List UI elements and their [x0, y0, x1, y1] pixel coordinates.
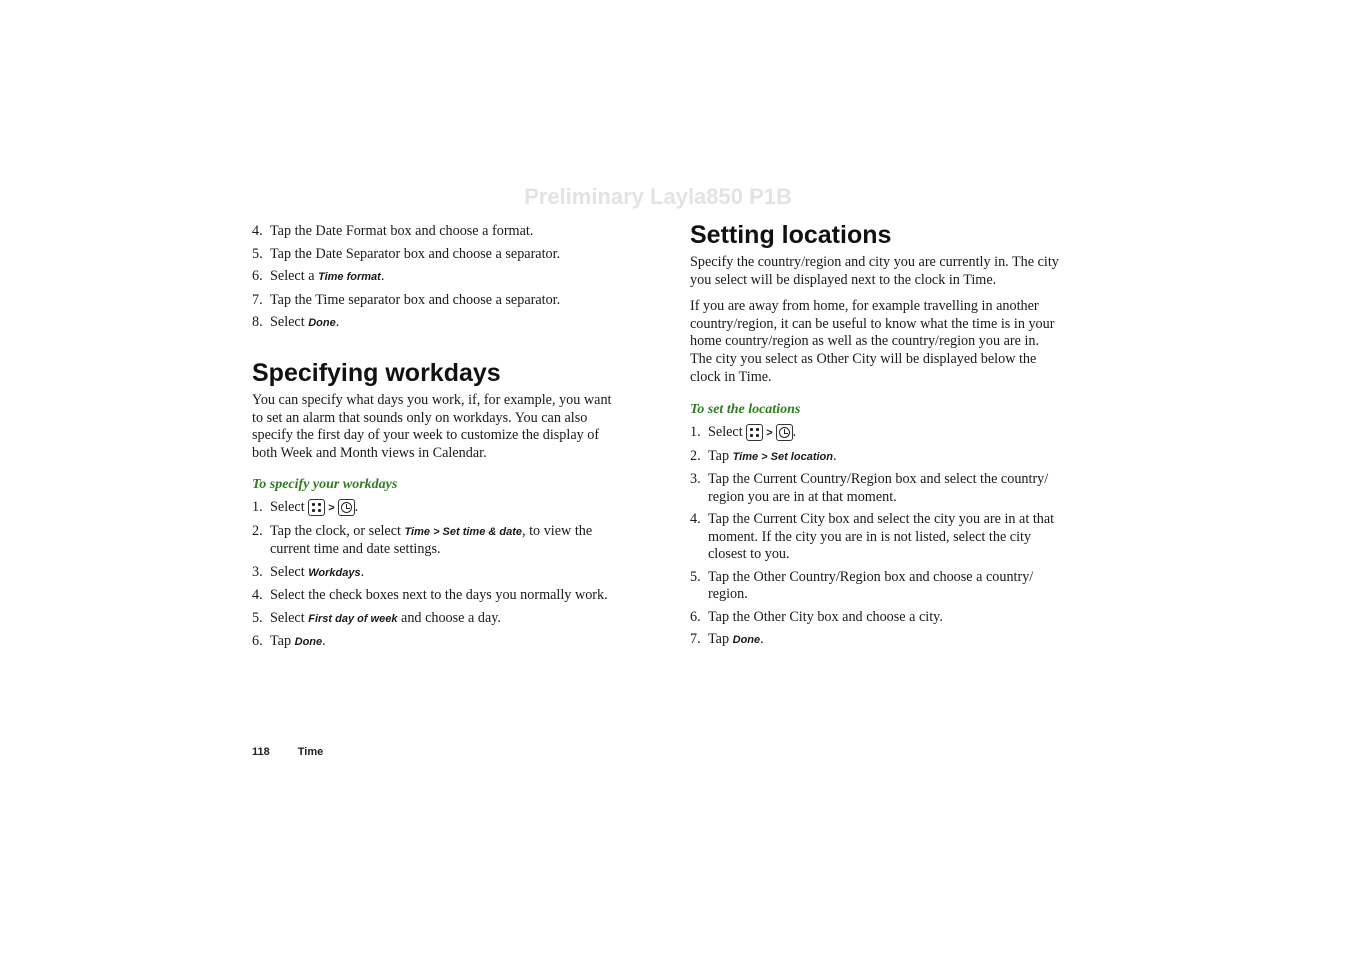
workdays-intro: You can specify what days you work, if, for example, you want to set an alarm that sounds only on workdays. You can also specify the first day of your week to customize the display of both Week and Month views in Calendar. — [252, 392, 612, 462]
locations-steps-list — [690, 424, 1062, 650]
list-item: 4. Select the check boxes next to the days you normally work. — [252, 587, 608, 603]
ui-term: Time > Set time & date — [404, 525, 523, 538]
list-item: 4. Tap the Current City box and select the city you are in at that moment. If the city you are in is not listed, select the city closest to you. — [690, 511, 1055, 562]
date-steps-list — [252, 223, 624, 333]
apps-grid-icon — [308, 499, 325, 516]
section-heading-locations: Setting locations — [690, 221, 892, 249]
list-item: 5. Tap the Other Country/Region box and choose a country/ region. — [690, 568, 1034, 602]
locations-intro-1: Specify the country/region and city you are currently in. The city you select will be displayed next to the clock in Time. — [690, 254, 1059, 288]
page-footer — [252, 746, 323, 758]
page-number: 118 — [252, 746, 270, 758]
list-item: 1. Select > . — [690, 424, 797, 440]
ui-term: Time > Set location — [732, 450, 833, 463]
list-item: 2. Tap the clock, or select Time > Set time & date, to view the current time and date settings. — [252, 522, 593, 557]
clock-icon — [776, 424, 793, 441]
ui-term: Done — [732, 634, 761, 646]
locations-intro-2: If you are away from home, for example travelling in another country/region, it can be useful to know what the time is in your home country/region as well as the country/region you are in. The city you select as Other City will be displayed below the clock in Time. — [690, 298, 1055, 385]
list-item: 3. Select Workdays. — [252, 563, 365, 580]
list-item: 5. Select First day of week and choose a day. — [252, 609, 501, 626]
clock-icon — [338, 499, 355, 516]
workdays-steps-list — [252, 499, 624, 652]
ui-term: Workdays — [308, 566, 361, 579]
section-name: Time — [297, 746, 324, 758]
list-item: 6. Tap Done. — [252, 633, 326, 649]
list-item: 3. Tap the Current Country/Region box and select the country/ region you are in at that moment. — [690, 471, 1049, 505]
list-item: 2. Tap Time > Set location. — [690, 447, 837, 464]
list-item: 1. Select > . — [252, 499, 359, 515]
procedure-title-workdays: To specify your workdays — [252, 477, 398, 492]
procedure-title-locations: To set the locations — [690, 402, 801, 417]
list-item: 4. Tap the Date Format box and choose a format. — [252, 223, 534, 239]
ui-term: Done — [308, 317, 336, 329]
ui-term: Time format — [318, 271, 381, 283]
list-item: 7. Tap Done. — [690, 631, 764, 647]
list-item: 6. Select a Time format. — [252, 268, 385, 284]
list-item: 5. Tap the Date Separator box and choose a separator. — [252, 245, 561, 262]
list-item: 6. Tap the Other City box and choose a city. — [690, 608, 943, 625]
apps-grid-icon — [746, 424, 763, 441]
section-heading-workdays: Specifying workdays — [252, 359, 501, 387]
list-item: 7. Tap the Time separator box and choose a separator. — [252, 291, 561, 308]
preliminary-watermark: Preliminary Layla850 P1B — [524, 184, 792, 209]
list-item: 8. Select Done. — [252, 314, 340, 330]
ui-term: First day of week — [308, 612, 398, 625]
ui-term: Done — [294, 636, 323, 648]
